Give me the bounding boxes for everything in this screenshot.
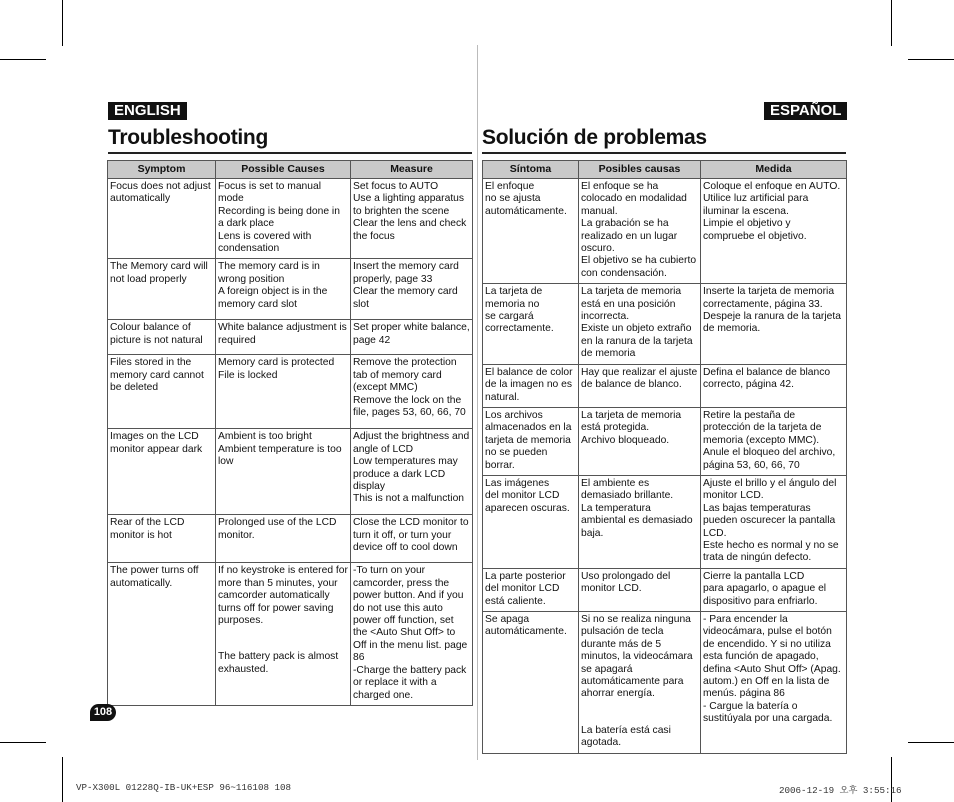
measure-cell: Close the LCD monitor to turn it off, or turn your device off to cool down [351,515,473,563]
causes-cell: Uso prolongado del monitor LCD. [579,568,701,611]
column-header-measure: Measure [351,161,473,179]
causes-cell: Ambient is too bright Ambient temperature is too low [216,429,351,515]
crop-mark [908,59,954,60]
measure-cell: Adjust the brightness and angle of LCD Low temperatures may produce a dark LCD display This is not a malfunction [351,429,473,515]
table-row [108,355,473,429]
symptom-cell: El balance de color de la imagen no es natural. [483,364,579,407]
causes-cell: If no keystroke is entered for more than 5 minutes, your camcorder automatically turns off for power saving purposes. The battery pack is almost exhausted. [216,563,351,705]
english-title: Troubleshooting [108,126,268,149]
symptom-cell: El enfoque no se ajusta automáticamente. [483,179,579,284]
table-header-row [483,161,847,179]
footer-right: 2006-12-19 오후 3:55:16 [779,785,902,796]
causes-cell: La tarjeta de memoria está protegida. Archivo bloqueado. [579,407,701,475]
causes-cell: The memory card is in wrong position A foreign object is in the memory card slot [216,259,351,320]
table-row [108,179,473,259]
causes-cell: El enfoque se ha colocado en modalidad manual. La grabación se ha realizado en un lugar oscuro. El objetivo se ha cubierto con condensación. [579,179,701,284]
table-row [108,259,473,320]
column-header-causes: Posibles causas [579,161,701,179]
measure-cell: Retire la pestaña de protección de la tarjeta de memoria (excepto MMC). Anule el bloqueo del archivo, página 53, 60, 66, 70 [701,407,847,475]
column-header-symptom: Symptom [108,161,216,179]
page-number: 108 [90,704,116,721]
symptom-cell: The Memory card will not load properly [108,259,216,320]
measure-cell: Defina el balance de blanco correcto, página 42. [701,364,847,407]
crop-mark [62,0,63,46]
table-row [108,515,473,563]
causes-cell: Memory card is protected File is locked [216,355,351,429]
table-row [483,612,847,754]
table-row [108,429,473,515]
spanish-title-rule [482,152,846,154]
crop-mark [908,742,954,743]
page-gutter-line [477,45,478,760]
spanish-troubleshooting-table [482,160,847,754]
table-row [483,407,847,475]
spanish-badge: ESPAÑOL [764,102,847,120]
symptom-cell: La tarjeta de memoria no se cargará correctamente. [483,284,579,364]
measure-cell: Set proper white balance, page 42 [351,320,473,355]
crop-mark [0,742,46,743]
symptom-cell: Images on the LCD monitor appear dark [108,429,216,515]
causes-cell: White balance adjustment is required [216,320,351,355]
crop-mark [0,59,46,60]
crop-mark [62,757,63,802]
causes-cell: Prolonged use of the LCD monitor. [216,515,351,563]
measure-cell: Insert the memory card properly, page 33 Clear the memory card slot [351,259,473,320]
measure-cell: - Para encender la videocámara, pulse el botón de encendido. Y si no utiliza esta función de apagado, defina <Auto Shut Off> (Apag. autom.) en Off en la lista de menús. página 86 - Cargue la batería o sustitúyala por una cargada. [701,612,847,754]
table-header-row [108,161,473,179]
english-badge: ENGLISH [108,102,187,120]
symptom-cell: Rear of the LCD monitor is hot [108,515,216,563]
symptom-cell: La parte posterior del monitor LCD está caliente. [483,568,579,611]
table-row [483,364,847,407]
symptom-cell: Los archivos almacenados en la tarjeta de memoria no se pueden borrar. [483,407,579,475]
measure-cell: Set focus to AUTO Use a lighting apparatus to brighten the scene Clear the lens and check the focus [351,179,473,259]
column-header-causes: Possible Causes [216,161,351,179]
column-header-measure: Medida [701,161,847,179]
table-row [108,563,473,705]
table-row [483,284,847,364]
table-row [483,568,847,611]
measure-cell: Remove the protection tab of memory card (except MMC) Remove the lock on the file, pages 53, 60, 66, 70 [351,355,473,429]
causes-cell: La tarjeta de memoria está en una posición incorrecta. Existe un objeto extraño en la ranura de la tarjeta de memoria [579,284,701,364]
measure-cell: -To turn on your camcorder, press the power button. And if you do not use this auto power off function, set the <Auto Shut Off> to Off in the menu list. page 86 -Charge the battery pack or replace it with a charged one. [351,563,473,705]
spanish-title: Solución de problemas [482,126,707,149]
table-row [483,475,847,568]
causes-cell: Hay que realizar el ajuste de balance de blanco. [579,364,701,407]
column-header-symptom: Síntoma [483,161,579,179]
measure-cell: Cierre la pantalla LCD para apagarlo, o apague el dispositivo para enfriarlo. [701,568,847,611]
measure-cell: Inserte la tarjeta de memoria correctamente, página 33. Despeje la ranura de la tarjeta de memoria. [701,284,847,364]
english-troubleshooting-table [107,160,473,706]
table-row [108,320,473,355]
causes-cell: El ambiente es demasiado brillante. La temperatura ambiental es demasiado baja. [579,475,701,568]
footer-left: VP-X300L 01228Q-IB-UK+ESP 96~116108 108 [76,782,292,793]
measure-cell: Ajuste el brillo y el ángulo del monitor LCD. Las bajas temperaturas pueden oscurecer la pantalla LCD. Este hecho es normal y no se trata de ningún defecto. [701,475,847,568]
crop-mark [891,0,892,46]
symptom-cell: Colour balance of picture is not natural [108,320,216,355]
causes-cell: Si no se realiza ninguna pulsación de tecla durante más de 5 minutos, la videocámara se apagará automáticamente para ahorrar energía. La batería está casi agotada. [579,612,701,754]
causes-cell: Focus is set to manual mode Recording is being done in a dark place Lens is covered with condensation [216,179,351,259]
symptom-cell: Las imágenes del monitor LCD aparecen oscuras. [483,475,579,568]
table-row [483,179,847,284]
measure-cell: Coloque el enfoque en AUTO. Utilice luz artificial para iluminar la escena. Limpie el objetivo y compruebe el objetivo. [701,179,847,284]
symptom-cell: Files stored in the memory card cannot be deleted [108,355,216,429]
english-title-rule [108,152,472,154]
symptom-cell: The power turns off automatically. [108,563,216,705]
symptom-cell: Focus does not adjust automatically [108,179,216,259]
symptom-cell: Se apaga automáticamente. [483,612,579,754]
